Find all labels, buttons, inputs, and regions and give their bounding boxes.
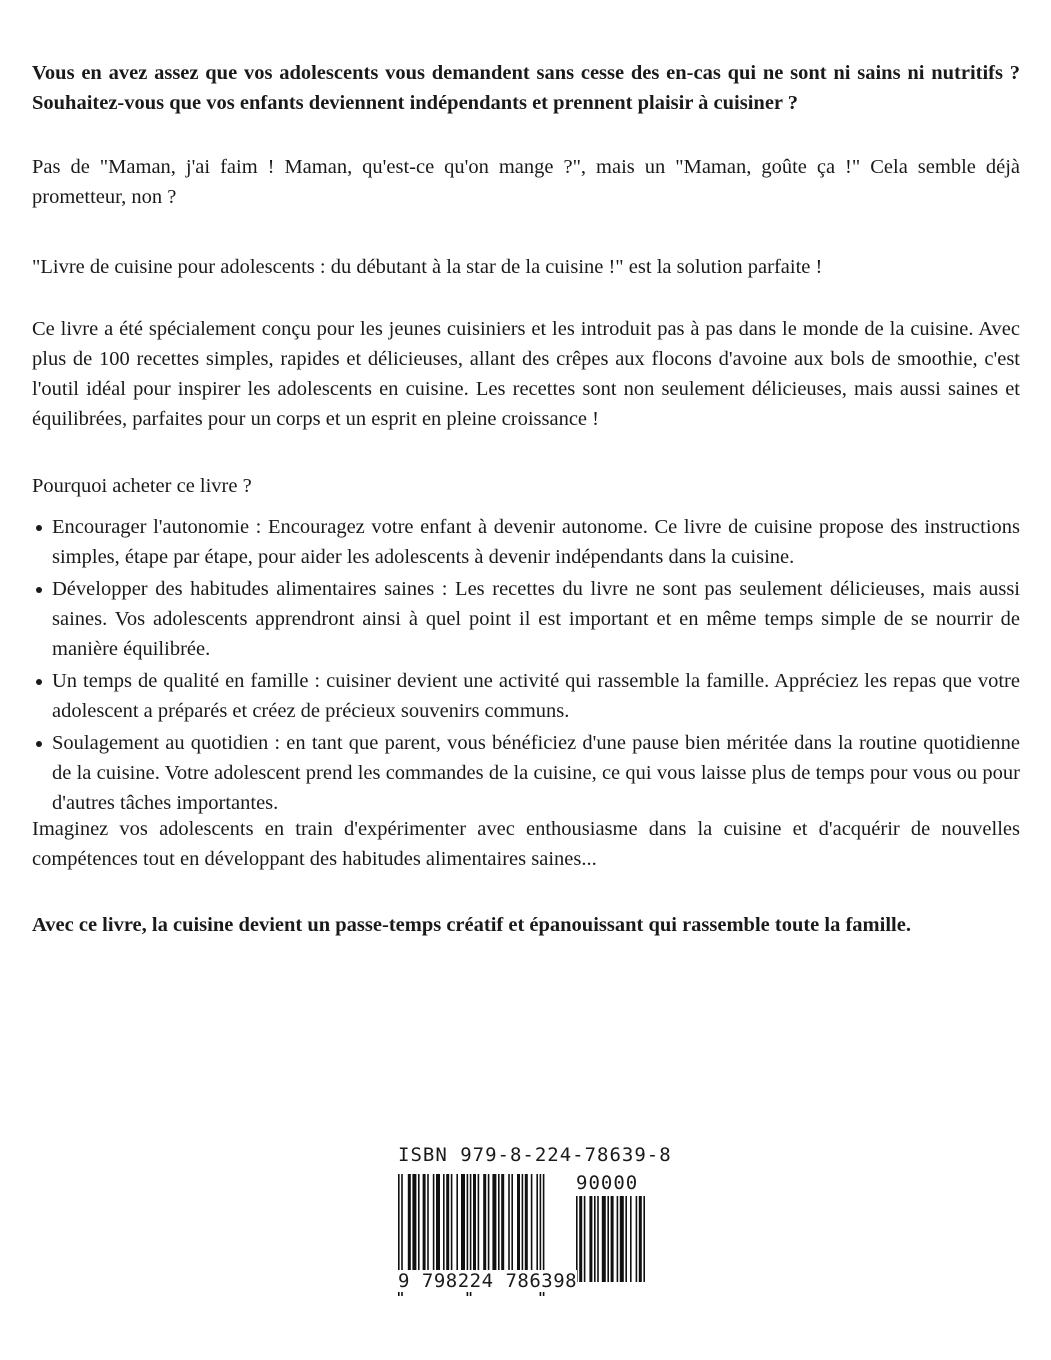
barcode-bar [625,1196,627,1282]
barcode-bar [602,1196,606,1282]
isbn-barcode [398,1144,672,1314]
description-paragraph: Ce livre a été spécialement conçu pour les jeunes cuisiniers et les introduit pas à pas dans le monde de la cuisine. Avec plus de 100 recettes simples, rapides et délicieuses, allant des crêpes aux flocons d'avoine aux bols de smoothie, c'est l'outil idéal pour inspirer les adolescents en cuisine. Les recettes sont non seulement délicieuses, mais aussi saines et équilibrées, parfaites pour un corps et un esprit en pleine croissance ! [32,318,1020,430]
list-item [32,512,1020,572]
bullet-icon [36,679,42,685]
barcode-digits: 9 798224 786398 [398,1270,578,1292]
barcode-bar [579,1196,582,1282]
barcode-bar [597,1196,599,1282]
barcode-bar [617,1196,619,1282]
list-item [32,728,1020,818]
isbn-label: ISBN 979-8-224-78639-8 [398,1144,672,1166]
list-item [32,574,1020,664]
imagine-paragraph: Imaginez vos adolescents en train d'expérimenter avec enthousiasme dans la cuisine et d'acquérir de nouvelles compétences tout en développant des habitudes alimentaires saines... [32,818,1020,870]
barcode-bar [607,1196,609,1282]
barcode-bar [636,1196,638,1282]
closing-paragraph: Avec ce livre, la cuisine devient un passe-temps créatif et épanouissant qui rassemble toute la famille. [32,914,911,936]
barcode-bar [584,1196,586,1282]
list-item [32,666,1020,726]
quote-paragraph: Pas de "Maman, j'ai faim ! Maman, qu'est-ce qu'on mange ?", mais un "Maman, goûte ça !" Cela semble déjà prometteur, non ? [32,156,1020,208]
barcode-bar [620,1196,624,1282]
barcode-bar [589,1196,592,1282]
bullet-icon [36,741,42,747]
bullet-text: Développer des habitudes alimentaires saines : Les recettes du livre ne sont pas seulement délicieuses, mais aussi saines. Vos adolescents apprendront ainsi à quel point il est important et en même temps simple de se nourrir de manière équilibrée. [52,578,1020,660]
price-code: 90000 [576,1172,639,1194]
barcode-bar [611,1196,614,1282]
bullet-text: Soulagement au quotidien : en tant que parent, vous bénéficiez d'une pause bien méritée dans la routine quotidienne de la cuisine. Votre adolescent prend les commandes de la cuisine, ce qui vous laisse plus de temps pour vous ou pour d'autres tâches importantes. [52,732,1020,814]
barcode-bar [643,1196,645,1282]
bullet-text: Un temps de qualité en famille : cuisiner devient une activité qui rassemble la famille. Appréciez les repas que votre adolescent a préparés et créez de précieux souvenirs communs. [52,670,1020,722]
barcode-bar [630,1196,632,1282]
intro-paragraph: Vous en avez assez que vos adolescents vous demandent sans cesse des en-cas qui ne sont ni sains ni nutritifs ? Souhaitez-vous que vos enfants deviennent indépendants et prennent plaisir à cuisiner ? [32,62,1020,114]
bullet-icon [36,587,42,593]
bullet-icon [36,525,42,531]
barcode-bar [594,1196,596,1282]
price-barcode [576,1196,652,1292]
solution-paragraph: "Livre de cuisine pour adolescents : du débutant à la star de la cuisine !" est la solution parfaite ! [32,256,823,278]
benefits-list [32,512,1020,820]
barcode-bar [639,1196,642,1282]
why-heading: Pourquoi acheter ce livre ? [32,475,252,497]
bullet-text: Encourager l'autonomie : Encouragez votre enfant à devenir autonome. Ce livre de cuisine propose des instructions simples, étape par étape, pour aider les adolescents à devenir indépendants dans la cuisine. [52,516,1020,568]
